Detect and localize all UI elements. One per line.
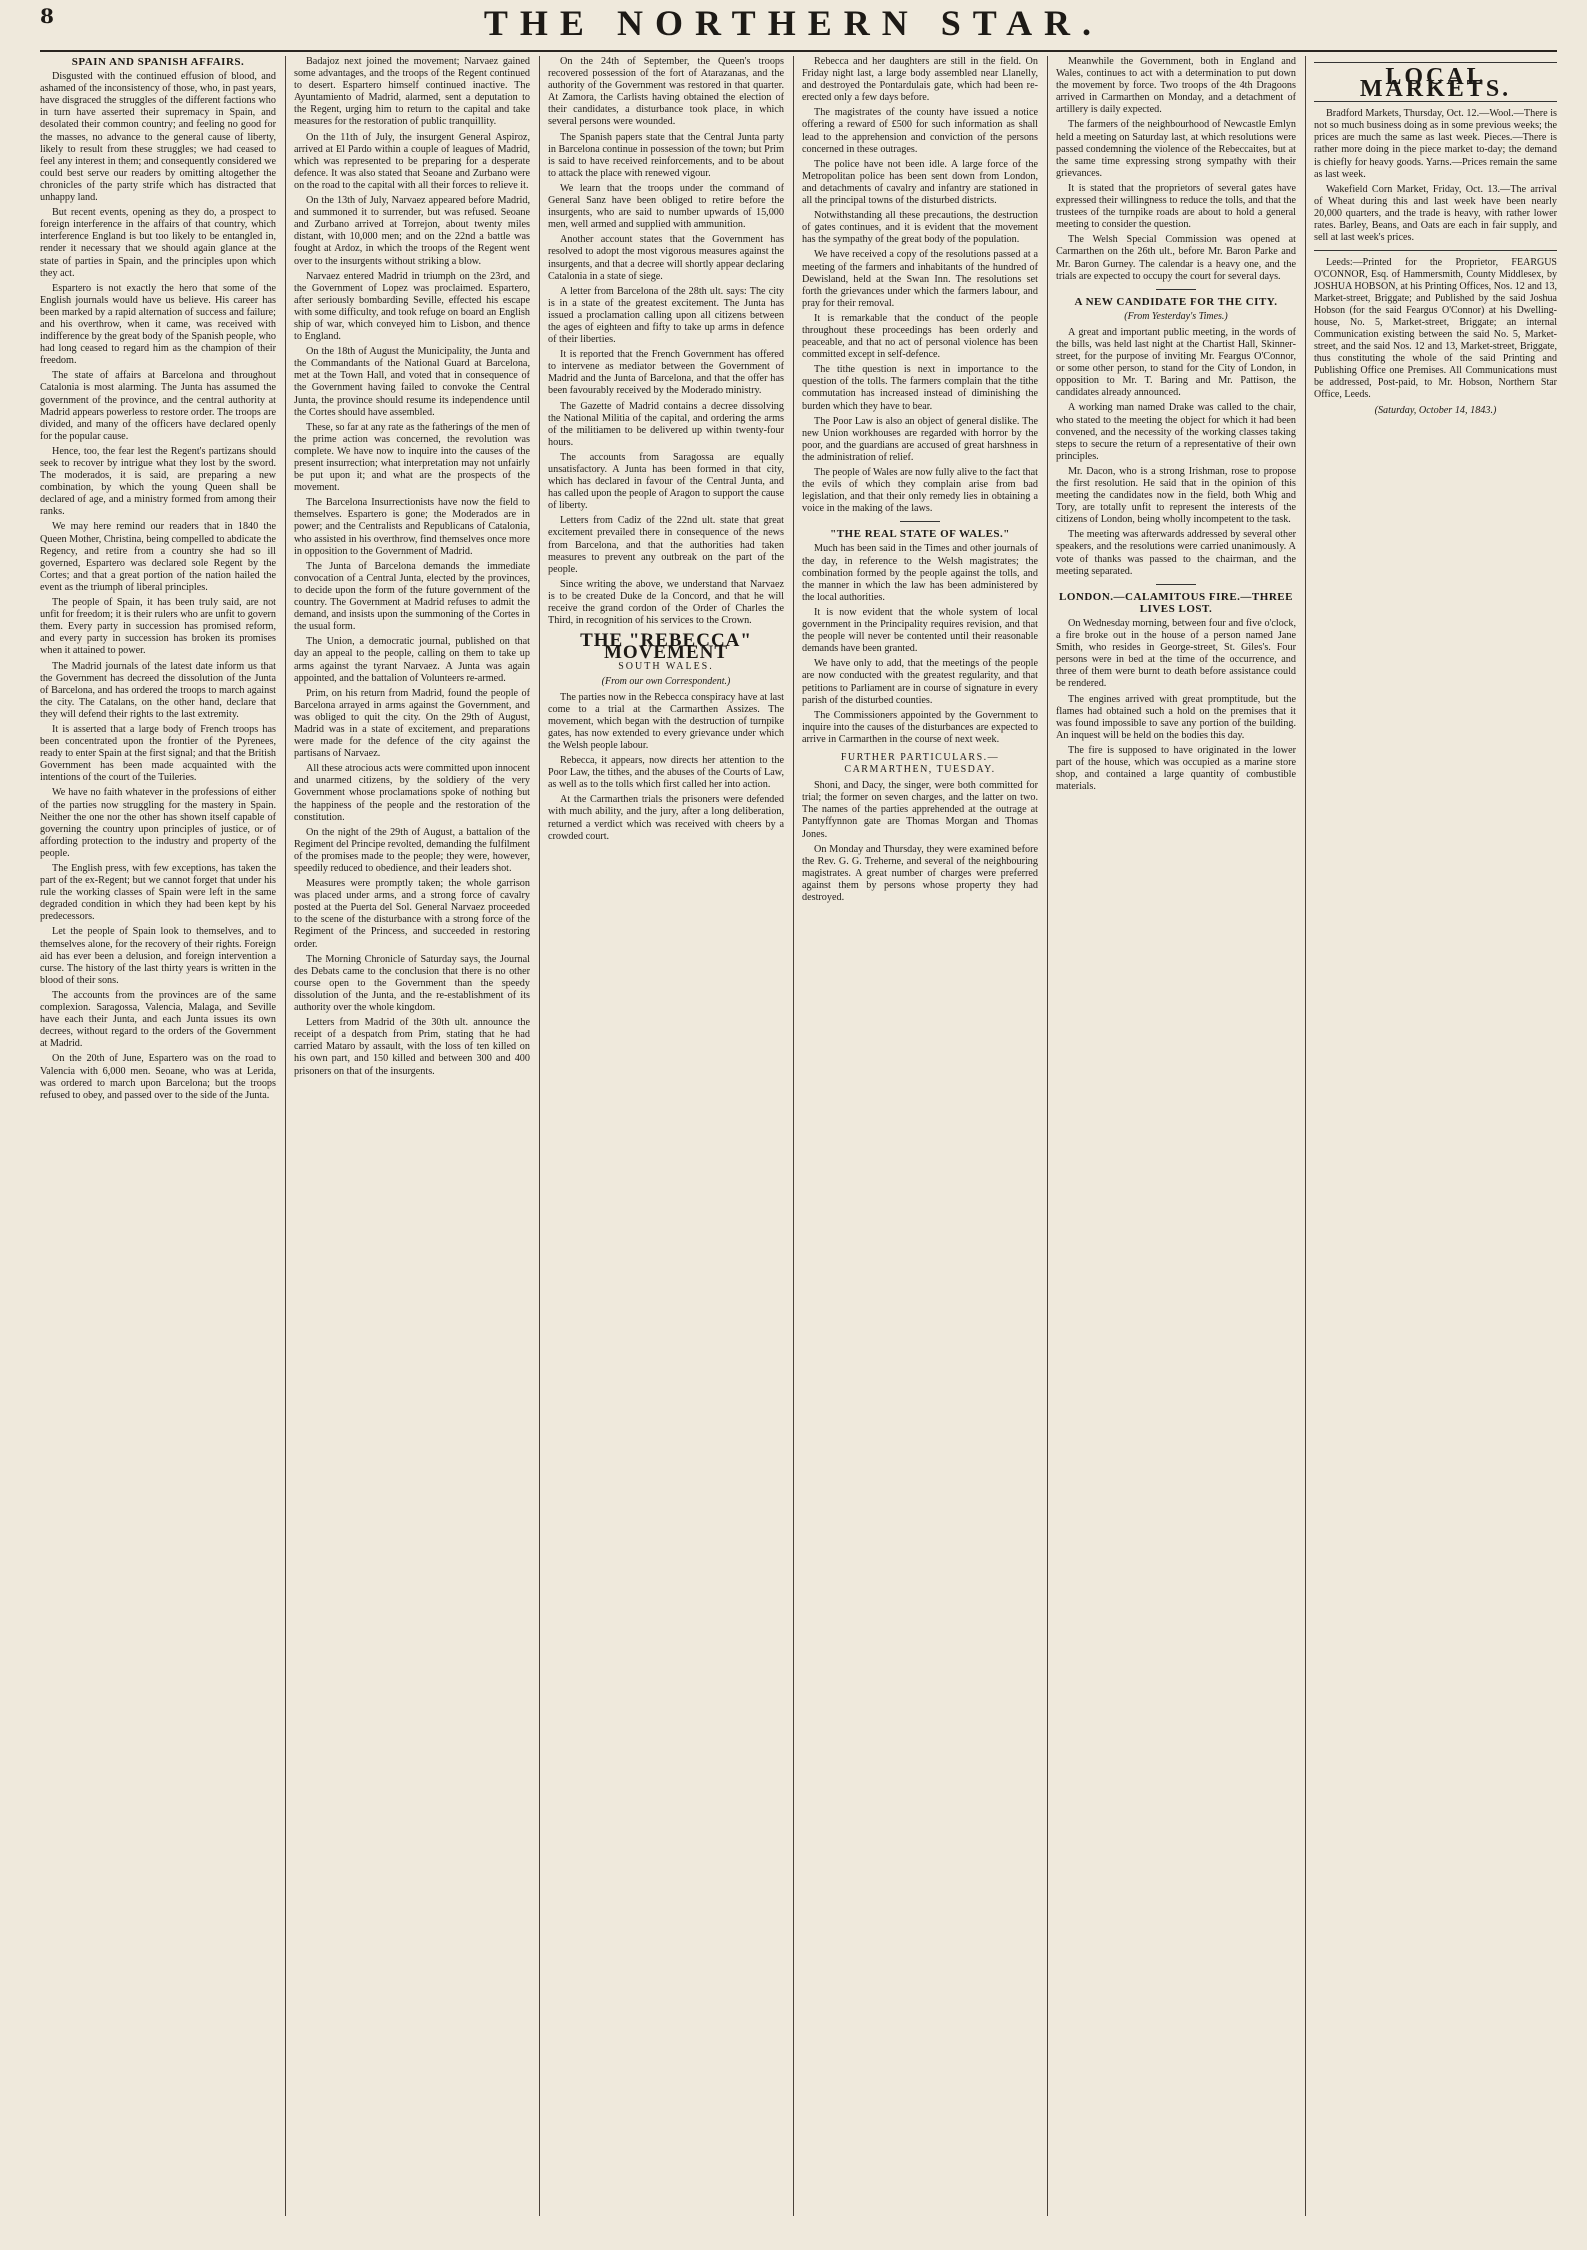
col5-body	[1056, 56, 1296, 283]
paragraph: Narvaez entered Madrid in triumph on the 23rd, and the Government of Lopez was proclaimed. Espartero, after seriously bombarding Seville, effected his escape with some difficulty, and took refuge on board an English ship of war, which conveyed him to Lisbon, and thence to England.	[294, 270, 530, 343]
paragraph: It is reported that the French Government has offered to intervene as mediator between the Government of Madrid and the Junta of Barcelona, and that the offer has been favourably received by the Moderado ministry.	[548, 349, 784, 397]
column-5	[1056, 56, 1296, 2216]
paragraph: On the night of the 29th of August, a battalion of the Regiment del Principe revolted, demanding the fulfilment of the promises made to the people; they were, however, speedily reduced to obedience, and their leaders shot.	[294, 826, 530, 874]
headline-fire: LONDON.—CALAMITOUS FIRE.—THREE LIVES LOST.	[1059, 590, 1293, 615]
paragraph: A letter from Barcelona of the 28th ult. says: The city is in a state of the greatest excitement. The Junta has issued a proclamation calling upon all citizens between the ages of eighteen and fifty to take up arms in defence of their liberties.	[548, 285, 784, 346]
paragraph: Mr. Dacon, who is a strong Irishman, rose to propose the first resolution. He said that in the opinion of this meeting the candidates now in the field, both Whig and Tory, are totally unfit to represent the interests of the citizens of London, being wholly incompetent to the task.	[1056, 465, 1296, 526]
paragraph: All these atrocious acts were committed upon innocent and unarmed citizens, by the soldiery of the very Government whose proclamations spoke of nothing but the happiness of the people and the restoration of the constitution.	[294, 763, 530, 823]
col4-body-3	[802, 780, 1038, 904]
paragraph: The police have not been idle. A large force of the Metropolitan police has been sent down from London, and detachments of cavalry and infantry are stationed in all the principal towns of the disturbed districts.	[802, 158, 1038, 207]
paragraph: We have received a copy of the resolutions passed at a meeting of the farmers and inhabitants of the hundred of Dewisland, held at the Swan Inn. The resolutions set forth the grievances under which the farmers labour, and pray for their removal.	[802, 249, 1038, 309]
paragraph: Wakefield Corn Market, Friday, Oct. 13.—The arrival of Wheat during this and last week have been nearly 20,000 quarters, and the trade is heavy, with rather lower rates. Barley, Beans, and Oats are each in fair supply, and sell at last week's prices.	[1314, 183, 1557, 244]
paragraph: It is remarkable that the conduct of the people throughout these proceedings has been orderly and peaceable, and that no act of personal violence has been committed except in self-defence.	[802, 312, 1038, 361]
paragraph: The tithe question is next in importance to the question of the tolls. The farmers complain that the tithe commutation has increased instead of diminishing the burden which they have to bear.	[802, 364, 1038, 412]
paragraph: Since writing the above, we understand that Narvaez is to be created Duke de la Concord, and that he will receive the grand cordon of the Order of Charles the Third, in recognition of his services to the Crown.	[548, 578, 784, 627]
col5-body-2	[1056, 327, 1296, 578]
paragraph: It is now evident that the whole system of local government in the Principality requires revision, and that the people will never be contented until their reasonable demands have been granted.	[802, 606, 1038, 655]
divider	[1314, 250, 1557, 251]
paragraph: Disgusted with the continued effusion of blood, and ashamed of the inconsistency of those, who, in past years, have disgraced the struggles of the different factions who in turn have asserted their supremacy in Spain, and desolated their common country; and feeling no good for the masses, no advance to the general cause of liberty, likely to result from these struggles; we had ceased to feel any interest in them; and consequently considered we could best serve our readers by omitting altogether the chronicles of the party strife which has distracted that unhappy land.	[40, 71, 276, 204]
col3-body-2	[548, 692, 784, 843]
paragraph: Bradford Markets, Thursday, Oct. 12.—Wool.—There is not so much business doing as in some previous weeks; the prices are much the same as last week. Pieces.—There is rather more doing in the piece market to-day; the demand is chiefly for heavy goods. Yarns.—Prices remain the same as last week.	[1314, 108, 1557, 180]
paragraph: The people of Wales are now fully alive to the fact that the evils of which they complain arise from bad legislation, and that their only remedy lies in obtaining a voice in the making of the laws.	[802, 467, 1038, 515]
headline-wales: "THE REAL STATE OF WALES."	[830, 528, 1010, 541]
paragraph: It is stated that the proprietors of several gates have expressed their willingness to reduce the tolls, and that the trustees of the turnpike roads are about to hold a general meeting to consider the question.	[1056, 182, 1296, 231]
paragraph: These, so far at any rate as the fatherings of the men of the prime action was concerned, the revolution was complete. We have now to inquire into the causes of the present insurrection; what interpretation may not unfairly be put upon it; and what are the prospects of the movement.	[294, 421, 530, 494]
subheading-times: (From Yesterday's Times.)	[1124, 310, 1228, 322]
divider	[1314, 62, 1557, 63]
paragraph: The farmers of the neighbourhood of Newcastle Emlyn held a meeting on Saturday last, at which resolutions were passed condemning the violence of the Rebeccaites, but at the same time expressing strong sympathy with their grievances.	[1056, 119, 1296, 179]
paragraph: Measures were promptly taken; the whole garrison was placed under arms, and a strong force of cavalry posted at the Puerta del Sol. General Narvaez proceeded to the scene of the disturbance with a strong force of the Regiment of the Princess, and succeeded in restoring order.	[294, 878, 530, 950]
paragraph: The fire is supposed to have originated in the lower part of the house, which was occupied as a marine store shop, and contained a large quantity of combustible materials.	[1056, 744, 1296, 793]
paragraph: The English press, with few exceptions, has taken the part of the ex-Regent; but we cannot forget that under his rule the working classes of Spain were left in the same degraded condition in which they had been kept by his predecessors.	[40, 863, 276, 923]
paragraph: We have no faith whatever in the professions of either of the parties now struggling for the mastery in Spain. Neither the one nor the other has shown itself capable of governing the country upon principles of justice, or of affording protection to the industry and property of the people.	[40, 787, 276, 859]
paragraph: Hence, too, the fear lest the Regent's partizans should seek to recover by intrigue what they lost by the sword. The moderados, it is said, are preparing a new combination, by which the young Queen shall be declared of age, and a ministry formed from among their ranks.	[40, 445, 276, 518]
paragraph: On the 13th of July, Narvaez appeared before Madrid, and summoned it to surrender, but was refused. Seoane and Zurbano arrived at Torrejon, about twenty miles distant, with 10,000 men; and on the 22nd a battle was fought at Ardoz, in which the troops of the Regent went over to the insurgents without striking a blow.	[294, 195, 530, 267]
paragraph: A working man named Drake was called to the chair, who stated to the meeting the object for which it had been convened, and the necessity of the working classes taking steps to secure the return of a representative of their own principles.	[1056, 402, 1296, 462]
column-2	[294, 56, 530, 2216]
column-rule	[285, 56, 286, 2216]
paragraph: A great and important public meeting, in the words of the bills, was held last night at the Chartist Hall, Skinner-street, for the purpose of inviting Mr. Feargus O'Connor, or some other person, to stand for the City of London, in opposition to Mr. T. Baring and Mr. Pattison, the candidates already announced.	[1056, 326, 1296, 399]
paragraph: Letters from Madrid of the 30th ult. announce the receipt of a despatch from Prim, stating that he had carried Mataro by assault, with the loss of ten killed on his own part, and 150 killed and between 300 and 400 prisoners on that of the insurgents.	[294, 1017, 530, 1077]
top-rule	[40, 50, 1557, 52]
col2-body	[294, 56, 530, 1078]
paragraph: Much has been said in the Times and other journals of the day, in reference to the Welsh magistrates; the combination formed by the people against the tolls, and the manner in which the law has been administered by the local authorities.	[802, 543, 1038, 603]
paragraph: We learn that the troops under the command of General Sanz have been obliged to retire before the insurgents, who are said to number upwards of 15,000 men, well armed and supplied with ammunition.	[548, 182, 784, 231]
page-number: 8	[40, 4, 54, 28]
divider	[1156, 289, 1196, 290]
column-rule	[1047, 56, 1048, 2216]
headline-rebecca: THE "REBECCA" MOVEMENT	[580, 630, 752, 664]
column-rule	[793, 56, 794, 2216]
paragraph: On the 11th of July, the insurgent General Aspiroz, arrived at El Pardo within a couple of leagues of Madrid, which was represented to be preparing for a desperate defence. It was also stated that Seoane and Zurbano were on the road to the capital with all their forces to relieve it.	[294, 131, 530, 191]
column-3	[548, 56, 784, 2216]
paragraph: But recent events, opening as they do, a prospect to foreign interference in the affairs of that country, which interference England is but too likely to be entangled in, render it necessary that we should again glance at the state of parties in Spain, and the principles upon which they act.	[40, 207, 276, 279]
paragraph: Shoni, and Dacy, the singer, were both committed for trial; the former on seven charges, and the latter on two. The names of the parties apprehended at the outrage at Pantyffynnon gate are Thomas Morgan and Thomas Jones.	[802, 780, 1038, 840]
paragraph: The accounts from the provinces are of the same complexion. Saragossa, Valencia, Malaga, and Seville have each their Junta, and each Junta issues its own decrees, without regard to the orders of the Government at Madrid.	[40, 989, 276, 1050]
paragraph: The Commissioners appointed by the Government to inquire into the causes of the disturbances are expected to arrive in Carmarthen in the course of next week.	[802, 709, 1038, 745]
paragraph: Another account states that the Government has resolved to adopt the most vigorous measures against the insurgents, and that a decree will shortly appear declaring Catalonia in a state of siege.	[548, 234, 784, 282]
paragraph: The state of affairs at Barcelona and throughout Catalonia is most alarming. The Junta has assumed the government of the province, and the central authority at Madrid appears powerless to restore order. The troops are divided, and many of the officers have declared openly for the popular cause.	[40, 370, 276, 442]
subheading-south-wales: SOUTH WALES.	[618, 661, 714, 673]
subheading-correspondent: (From our own Correspondent.)	[601, 675, 731, 687]
col1-body	[40, 71, 276, 1102]
paragraph: On Monday and Thursday, they were examined before the Rev. G. G. Treherne, and several of the neighbouring magistrates. A great number of charges were preferred against them by persons whose property they had destroyed.	[802, 843, 1038, 903]
paragraph: At the Carmarthen trials the prisoners were defended with much ability, and the jury, after a long deliberation, returned a verdict which was received with cheers by a crowded court.	[548, 794, 784, 842]
col4-body-2	[802, 543, 1038, 746]
paragraph: Badajoz next joined the movement; Narvaez gained some advantages, and the troops of the Regent continued to desert. Espartero himself continued inactive. The Ayuntamiento of Madrid, alarmed, sent a deputation to the Regent, urging him to return to the capital and take measures for the restoration of public tranquillity.	[294, 56, 530, 128]
paragraph: The meeting was afterwards addressed by several other speakers, and the resolutions were carried unanimously. A vote of thanks was passed to the chairman, and the meeting separated.	[1056, 529, 1296, 577]
subheading-further-particulars: FURTHER PARTICULARS.—CARMARTHEN, TUESDAY.	[840, 751, 1000, 776]
columns	[40, 56, 1557, 2216]
paragraph: Prim, on his return from Madrid, found the people of Barcelona arrayed in arms against the Government, and was obliged to quit the city. On the 29th of August, Madrid was in a state of excitement, and preparations were made for the defence of the city against the partisans of Narvaez.	[294, 687, 530, 760]
paragraph: The engines arrived with great promptitude, but the flames had obtained such a hold on the premises that it was found impossible to save any portion of the building. An inquest will be held on the bodies this day.	[1056, 693, 1296, 741]
paragraph: On the 24th of September, the Queen's troops recovered possession of the fort of Atarazanas, and the authority of the Government was restored in that quarter. At Zamora, the Carlists having obtained the election of their candidates, a disturbance took place, in which several persons were wounded.	[548, 56, 784, 128]
paragraph: Rebecca, it appears, now directs her attention to the Poor Law, the tithes, and the abuses of the Courts of Law, as well as to the tolls which first called her into action.	[548, 755, 784, 791]
headline-local-markets: LOCAL MARKETS.	[1359, 64, 1512, 103]
paragraph: Meanwhile the Government, both in England and Wales, continues to act with a determination to put down the movement by force. Two troops of the 4th Dragoons arrived in Carmarthen on Monday, and a detachment of artillery is daily expected.	[1056, 56, 1296, 116]
col4-body	[802, 56, 1038, 515]
paragraph: The Spanish papers state that the Central Junta party in Barcelona continue in possession of the town; but Prim is said to have received reinforcements, and to be about to attack the place with renewed vigour.	[548, 131, 784, 179]
paragraph: The Junta of Barcelona demands the immediate convocation of a Central Junta, elected by the provinces, to decide upon the form of the future government of the country. The Government at Madrid refuses to admit the demand, and insists upon the summoning of the Cortes in the usual form.	[294, 560, 530, 633]
paragraph: Rebecca and her daughters are still in the field. On Friday night last, a large body assembled near Llanelly, and destroyed the Pontardulais gate, which had been re-erected only a few days before.	[802, 56, 1038, 104]
paragraph: On the 18th of August the Municipality, the Junta and the Commandants of the National Guard at Barcelona, met at the Town Hall, and voted that in consequence of the Government having failed to convoke the Central Junta, the province should resume its independence until the Cortes should have assembled.	[294, 346, 530, 418]
headline-spain: SPAIN AND SPANISH AFFAIRS.	[71, 56, 245, 68]
paragraph: Let the people of Spain look to themselves, and to themselves alone, for the recovery of their rights. Foreign aid has ever been a delusion, and foreign intervention a curse. The history of the last thirty years is written in the blood of their sons.	[40, 926, 276, 986]
headline-city: A NEW CANDIDATE FOR THE CITY.	[1074, 295, 1278, 308]
paragraph: Letters from Cadiz of the 22nd ult. state that great excitement prevailed there in consequence of the news from Barcelona, and that the authorities had taken measures to prevent any outbreak on the part of the people.	[548, 515, 784, 575]
paragraph: The Morning Chronicle of Saturday says, the Journal des Debats came to the conclusion that there is no other course open to the Government than the speedy dissolution of the Junta, and the re-establishment of its authority over the whole kingdom.	[294, 953, 530, 1014]
paragraph: We have only to add, that the meetings of the people are now conducted with the greatest regularity, and that petitions to Parliament are in course of signature in every parish of the disturbed counties.	[802, 658, 1038, 706]
column-rule	[539, 56, 540, 2216]
paragraph: The accounts from Saragossa are equally unsatisfactory. A Junta has been formed in that city, which has declared in favour of the Central Junta, and has called upon the people of Aragon to support the cause of liberty.	[548, 451, 784, 512]
paragraph: Notwithstanding all these precautions, the destruction of gates continues, and it is evident that the movement has the sympathy of the great body of the population.	[802, 210, 1038, 246]
column-6	[1314, 56, 1557, 2216]
paragraph: We may here remind our readers that in 1840 the Queen Mother, Christina, being compelled to abdicate the Regency, and retire from a country she had so ill governed, Espartero was declared sole Regent by the Cortes; and that a great portion of the nation hailed the event as the triumph of liberal principles.	[40, 521, 276, 593]
paragraph: It is asserted that a large body of French troops has been concentrated upon the frontier of the Pyrenees, ready to enter Spain at the first signal; and that the British Government has been made acquainted with the intentions of the court of the Tuileries.	[40, 723, 276, 784]
masthead: THE NORTHERN STAR.	[483, 3, 1104, 43]
paragraph: The people of Spain, it has been truly said, are not unfit for freedom; it is their rulers who are unfit to govern them. Every party in succession has promised reform, and every party in succession has broken its promises when it attained to power.	[40, 597, 276, 657]
paragraph: The parties now in the Rebecca conspiracy have at last come to a trial at the Carmarthen Assizes. The movement, which began with the destruction of turnpike gates, has now extended to every grievance under which the Welsh people labour.	[548, 691, 784, 751]
divider	[900, 521, 940, 522]
paragraph: The magistrates of the county have issued a notice offering a reward of £500 for such information as shall lead to the apprehension and conviction of the persons concerned in these outrages.	[802, 107, 1038, 155]
paragraph: The Union, a democratic journal, published on that day an appeal to the people, calling on them to take up arms against the tyrant Narvaez. A Junta was again appointed, and the battalion of Volunteers re-armed.	[294, 636, 530, 684]
imprint: Leeds:—Printed for the Proprietor, FEARGUS O'CONNOR, Esq. of Hammersmith, County Middlesex, by JOSHUA HOBSON, at his Printing Offices, Nos. 12 and 13, Market-street, Briggate; and Published by the said Joshua Hobson (for the said Feargus O'Connor) at his Dwelling-house, No. 5, Market-street, Briggate; an internal Communication existing between the said No. 5, Market-street, and the said Nos. 12 and 13, Market-street, Briggate, thus constituting the whole of the said Printing and Publishing Office one Premises. All Communications must be addressed, Post-paid, to Mr. Hobson, Northern Star Office, Leeds.	[1314, 257, 1557, 401]
markets-body	[1314, 108, 1557, 244]
col3-body	[548, 56, 784, 627]
paragraph: Espartero is not exactly the hero that some of the English journals would have us believe. His career has been marked by a rapid alternation of success and failure; and his overthrow, when it came, was received with indifference by the great body of the Spanish people, who had long ceased to regard him as the champion of their freedom.	[40, 282, 276, 367]
paragraph: The Gazette of Madrid contains a decree dissolving the National Militia of the capital, and ordering the arms of the militiamen to be delivered up within twenty-four hours.	[548, 400, 784, 448]
paragraph: The Madrid journals of the latest date inform us that the Government has decreed the dissolution of the Junta of Barcelona, and has ordered the troops to march against the city. The Catalans, on the other hand, declare that they will defend their rights to the last extremity.	[40, 660, 276, 720]
column-4	[802, 56, 1038, 2216]
paragraph: The Welsh Special Commission was opened at Carmarthen on the 26th ult., before Mr. Baron Parke and Mr. Baron Gurney. The calendar is a heavy one, and the trials are expected to occupy the court for several days.	[1056, 234, 1296, 282]
paragraph: On the 20th of June, Espartero was on the road to Valencia with 6,000 men. Seoane, who was at Lerida, was ordered to march upon Barcelona; but the troops refused to obey, and passed over to the side of the Junta.	[40, 1053, 276, 1101]
paragraph: On Wednesday morning, between four and five o'clock, a fire broke out in the house of a person named Jane Smith, who resides in George-street, St. Giles's. Four persons were in bed at the time of the occurrence, and three of them were burnt to death before assistance could be rendered.	[1056, 617, 1296, 690]
paragraph: The Barcelona Insurrectionists have now the field to themselves. Espartero is gone; the Moderados are in power; and the Centralists and Republicans of Catalonia, who assisted in his overthrow, find themselves once more in opposition to the Government of Madrid.	[294, 497, 530, 557]
paragraph: The Poor Law is also an object of general dislike. The new Union workhouses are regarded with horror by the poor, and the guardians are accused of great harshness in the administration of relief.	[802, 415, 1038, 463]
divider	[1156, 584, 1196, 585]
column-rule	[1305, 56, 1306, 2216]
col5-body-3	[1056, 618, 1296, 793]
dateline: (Saturday, October 14, 1843.)	[1374, 405, 1497, 417]
column-1	[40, 56, 276, 2216]
